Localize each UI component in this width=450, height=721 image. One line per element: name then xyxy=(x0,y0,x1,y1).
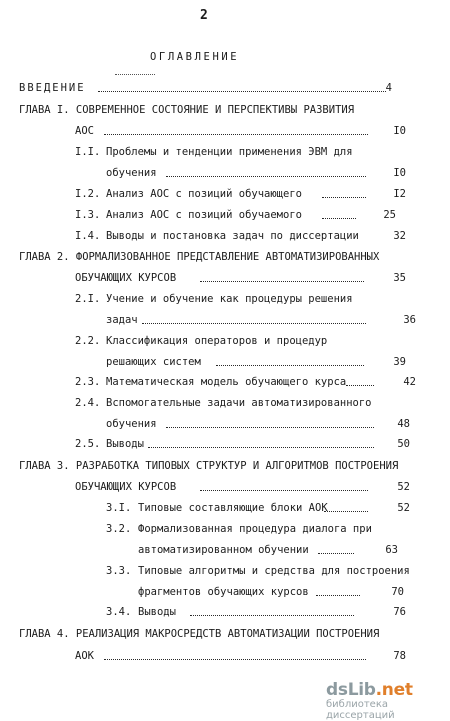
leader-dots xyxy=(322,218,356,219)
leader-dots xyxy=(216,365,364,366)
toc-section-title: Типовые алгоритмы и средства для построения xyxy=(138,565,410,577)
toc-section-page: 76 xyxy=(393,606,406,618)
toc-section-page: 25 xyxy=(383,209,396,221)
toc-section-title: Выводы и постановка задач по диссертации xyxy=(106,230,359,242)
leader-dots xyxy=(324,511,368,512)
leader-dots xyxy=(98,91,386,92)
toc-section-cont: решающих систем xyxy=(106,356,201,368)
dslib-subtitle: библиотека диссертаций xyxy=(326,699,395,721)
toc-section-num: I.4. xyxy=(75,230,101,242)
leader-dots xyxy=(104,659,366,660)
leader-dots xyxy=(166,176,366,177)
toc-section-num: 2.4. xyxy=(75,397,101,409)
leader-dots xyxy=(200,281,364,282)
leader-dots xyxy=(148,447,374,448)
toc-chapter-3-cont: ОБУЧАЮЩИХ КУРСОВ xyxy=(75,481,177,493)
toc-section-num: I.I. xyxy=(75,146,101,158)
leader-dots xyxy=(316,595,360,596)
leader-dots xyxy=(104,134,368,135)
dslib-watermark xyxy=(326,680,446,721)
dslib-logo: dsLib.net xyxy=(326,680,413,700)
toc-section-cont: задач xyxy=(106,314,138,326)
toc-chapter-2-cont: ОБУЧАЮЩИХ КУРСОВ xyxy=(75,272,177,284)
toc-section-title: Классификация операторов и процедур xyxy=(106,335,328,347)
scan-dots xyxy=(115,74,155,75)
toc-section-title: Вспомогательные задачи автоматизированного xyxy=(106,397,372,409)
toc-section-num: 2.3. xyxy=(75,376,101,388)
toc-section-page: 50 xyxy=(397,438,410,450)
toc-section-page: 39 xyxy=(393,356,406,368)
toc-chapter-2-title: ГЛАВА 2. ФОРМАЛИЗОВАННОЕ ПРЕДСТАВЛЕНИЕ АВТОМАТИЗИРОВАННЫХ xyxy=(19,251,380,263)
toc-section-title: Проблемы и тенденции применения ЭВМ для xyxy=(106,146,353,158)
toc-section-page: 70 xyxy=(391,586,404,598)
toc-heading: ОГЛАВЛЕНИЕ xyxy=(150,51,240,63)
leader-dots xyxy=(322,197,366,198)
leader-dots xyxy=(166,427,374,428)
toc-section-num: 2.5. xyxy=(75,438,101,450)
toc-section-page: I0 xyxy=(393,167,406,179)
toc-section-title: Анализ АОС с позиций обучаемого xyxy=(106,209,302,221)
toc-chapter-4-cont: АОК xyxy=(75,650,94,662)
toc-section-title: Математическая модель обучающего курса xyxy=(106,376,347,388)
toc-intro-label: ВВЕДЕНИЕ xyxy=(19,82,86,94)
toc-section-title: Типовые составляющие блоки АОК xyxy=(138,502,328,514)
toc-section-cont: обучения xyxy=(106,418,157,430)
toc-section-cont: автоматизированном обучении xyxy=(138,544,309,556)
toc-section-page: 52 xyxy=(397,502,410,514)
leader-dots xyxy=(200,490,368,491)
toc-section-title: Формализованная процедура диалога при xyxy=(138,523,372,535)
toc-section-num: 3.3. xyxy=(106,565,132,577)
toc-section-page: 32 xyxy=(393,230,406,242)
toc-chapter-1-page: I0 xyxy=(393,125,406,137)
toc-section-page: I2 xyxy=(393,188,406,200)
leader-dots xyxy=(318,553,354,554)
toc-chapter-1-cont: АОС xyxy=(75,125,94,137)
leader-dots xyxy=(190,615,354,616)
toc-section-num: I.3. xyxy=(75,209,101,221)
toc-section-page: 48 xyxy=(397,418,410,430)
toc-chapter-3-title: ГЛАВА 3. РАЗРАБОТКА ТИПОВЫХ СТРУКТУР И АЛГОРИТМОВ ПОСТРОЕНИЯ xyxy=(19,460,399,472)
toc-section-title: Выводы xyxy=(106,438,144,450)
toc-section-page: 63 xyxy=(385,544,398,556)
toc-intro-page: 4 xyxy=(385,82,392,94)
toc-chapter-4-title: ГЛАВА 4. РЕАЛИЗАЦИЯ МАКРОСРЕДСТВ АВТОМАТИЗАЦИИ ПОСТРОЕНИЯ xyxy=(19,628,380,640)
toc-section-title: Анализ АОС с позиций обучающего xyxy=(106,188,302,200)
toc-section-page: 36 xyxy=(403,314,416,326)
toc-chapter-4-page: 78 xyxy=(393,650,406,662)
toc-section-num: 3.2. xyxy=(106,523,132,535)
leader-dots xyxy=(142,323,366,324)
toc-section-title: Учение и обучение как процедуры решения xyxy=(106,293,353,305)
toc-section-num: 2.I. xyxy=(75,293,101,305)
page-number: 2 xyxy=(200,8,208,23)
toc-chapter-3-page: 52 xyxy=(397,481,410,493)
toc-section-num: 3.4. xyxy=(106,606,132,618)
toc-section-page: 42 xyxy=(403,376,416,388)
toc-section-num: 3.I. xyxy=(106,502,132,514)
toc-section-num: I.2. xyxy=(75,188,101,200)
toc-section-title: Выводы xyxy=(138,606,176,618)
toc-chapter-1-title: ГЛАВА I. СОВРЕМЕННОЕ СОСТОЯНИЕ И ПЕРСПЕКТИВЫ РАЗВИТИЯ xyxy=(19,104,355,116)
toc-section-num: 2.2. xyxy=(75,335,101,347)
leader-dots xyxy=(346,385,374,386)
toc-section-cont: фрагментов обучающих курсов xyxy=(138,586,309,598)
toc-section-cont: обучения xyxy=(106,167,157,179)
toc-chapter-2-page: 35 xyxy=(393,272,406,284)
